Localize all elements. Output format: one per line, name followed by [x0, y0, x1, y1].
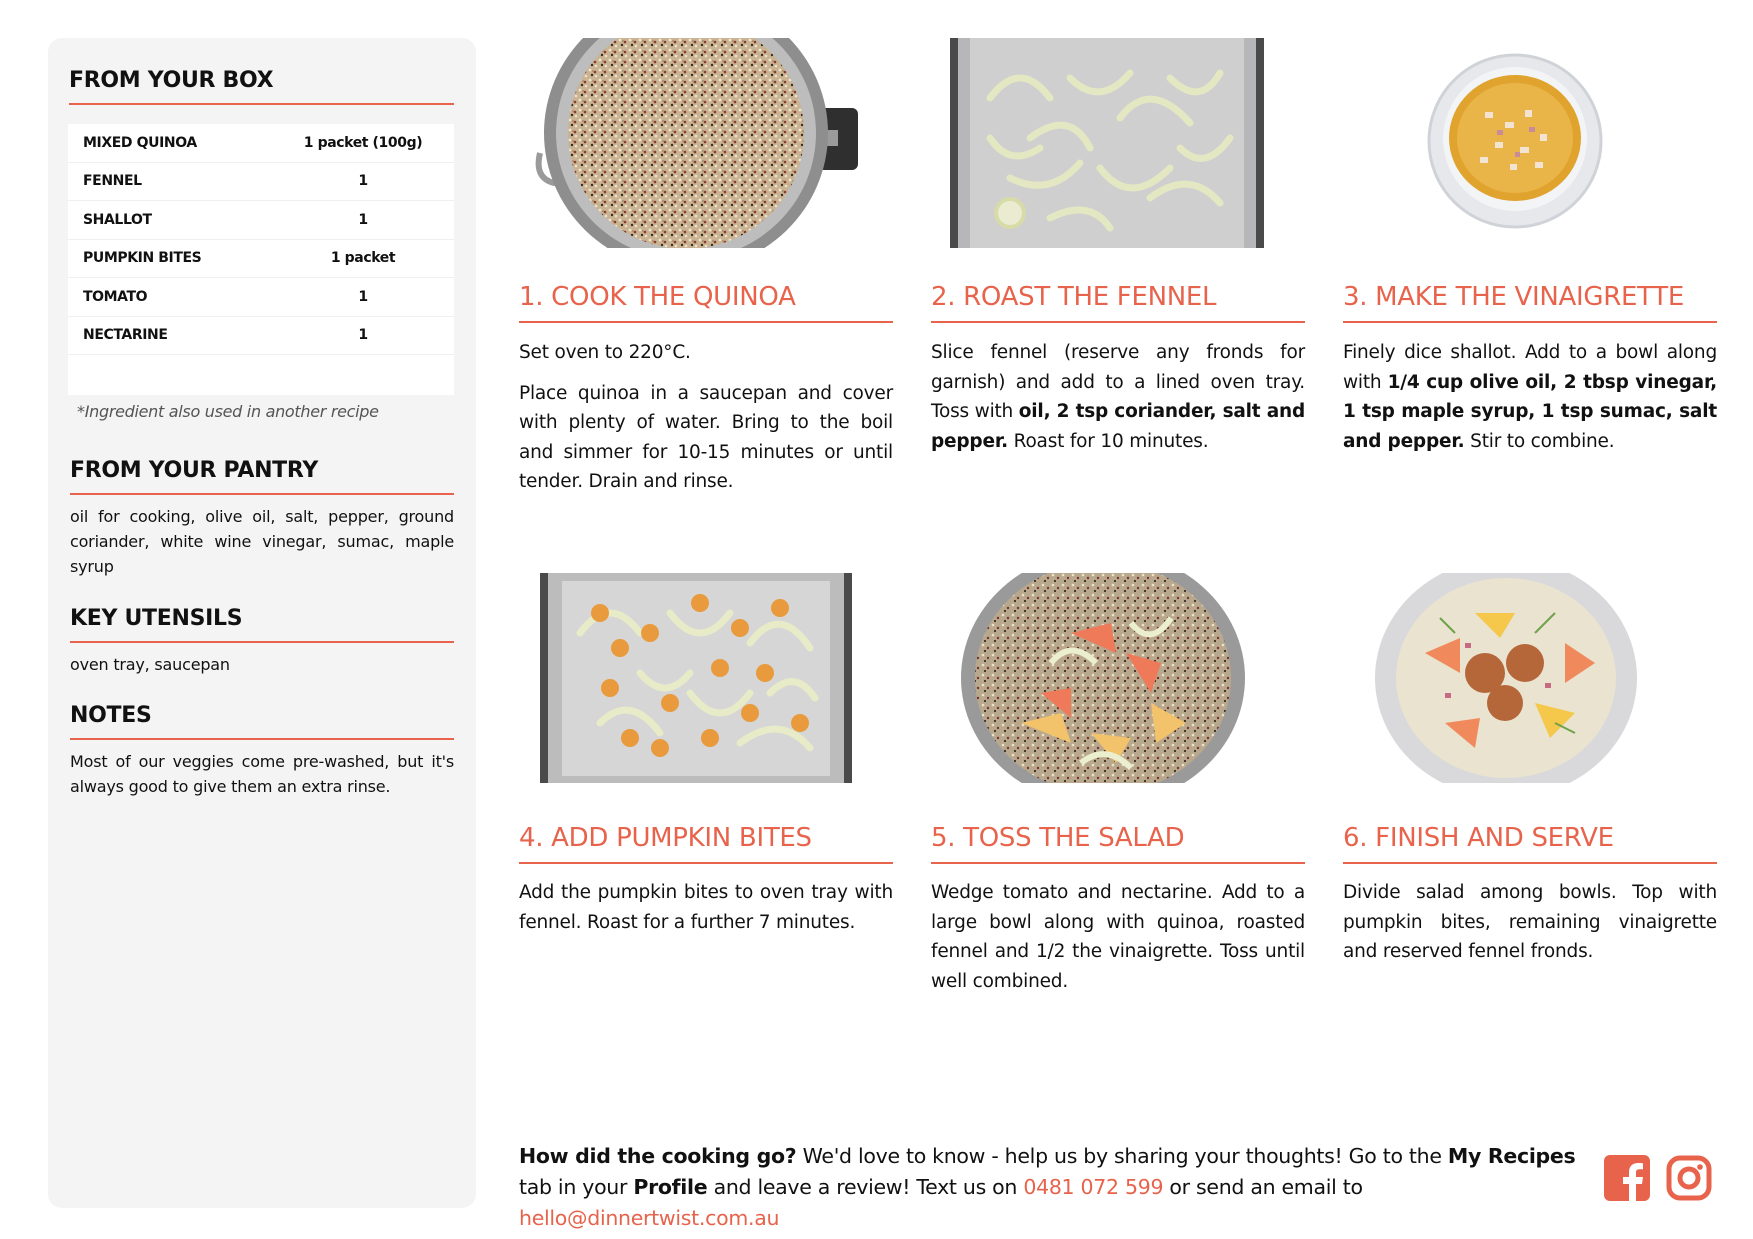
fennel-tray-image: [950, 38, 1264, 248]
ingredients-table: [68, 124, 454, 395]
step-2-text: Slice fennel (reserve any fronds for garnish) and add to a lined oven tray. Toss with: [931, 342, 1305, 422]
step-4-paragraph: Add the pumpkin bites to oven tray with fennel. Roast for a further 7 minutes.: [519, 882, 893, 933]
step-4-title: 4. ADD PUMPKIN BITES: [519, 823, 812, 853]
step-6-rule: [1343, 862, 1717, 864]
email-link[interactable]: hello@dinnertwist.com.au: [519, 1206, 780, 1230]
step-5-body: [931, 878, 1305, 1007]
pumpkin-bites-tray-image: [540, 573, 852, 783]
profile-text: Profile: [633, 1175, 708, 1199]
step-3-paragraph: [1343, 338, 1717, 456]
blank-row: [68, 355, 454, 395]
from-your-pantry-heading: FROM YOUR PANTRY: [70, 458, 318, 483]
vinaigrette-bowl-image: [1425, 52, 1605, 230]
heading-rule: [69, 103, 454, 105]
feedback-footer: [519, 1141, 1579, 1234]
step-2-rule: [931, 321, 1305, 323]
step-5-paragraph: Wedge tomato and nectarine. Add to a large bowl along with quinoa, roasted fennel and 1/2 the vinaigrette. Toss until well combined.: [931, 882, 1305, 992]
ingredient-row: [68, 240, 454, 279]
step-4-rule: [519, 862, 893, 864]
ingredients-sidebar: [48, 38, 476, 1208]
ingredient-name: NECTARINE: [83, 327, 168, 344]
step-4-body: [519, 878, 893, 948]
step-1-paragraph: Set oven to 220°C.: [519, 342, 691, 363]
step-3-text: Stir to combine.: [1464, 430, 1615, 452]
step-3-title: 3. MAKE THE VINAIGRETTE: [1343, 282, 1684, 312]
utensils-text: oven tray, saucepan: [70, 655, 230, 674]
step-3-body: [1343, 338, 1717, 467]
from-your-box-heading: FROM YOUR BOX: [69, 68, 274, 93]
notes-heading: NOTES: [70, 703, 152, 728]
step-2-text: Roast for 10 minutes.: [1007, 430, 1209, 452]
footer-text: We'd love to know - help us by sharing your thoughts! Go to the: [796, 1144, 1448, 1168]
step-1-paragraph: Place quinoa in a saucepan and cover with plenty of water. Bring to the boil and simmer for 10-15 minutes or until tender. Drain and rinse.: [519, 382, 893, 492]
ingredient-row: [68, 163, 454, 202]
ingredient-quantity: 1: [358, 173, 368, 190]
ingredient-row: [68, 201, 454, 240]
ingredient-row: [68, 124, 454, 163]
step-1-title: 1. COOK THE QUINOA: [519, 282, 796, 312]
footer-text: or send an email to: [1163, 1175, 1363, 1199]
footnote: *Ingredient also used in another recipe: [77, 402, 379, 421]
footer-bold-text: How did the cooking go?: [519, 1144, 797, 1168]
ingredient-name: PUMPKIN BITES: [83, 250, 202, 267]
step-6-paragraph: Divide salad among bowls. Top with pumpkin bites, remaining vinaigrette and reserved fennel fronds.: [1343, 882, 1717, 962]
step-3-rule: [1343, 321, 1717, 323]
ingredient-name: SHALLOT: [83, 211, 152, 228]
phone-link[interactable]: 0481 072 599: [1023, 1175, 1164, 1199]
step-1-body: [519, 338, 893, 508]
step-1-rule: [519, 321, 893, 323]
step-2-paragraph: [931, 338, 1305, 456]
ingredient-name: MIXED QUINOA: [83, 134, 197, 151]
step-2-bold-text: oil, 2 tsp coriander, salt and pepper.: [931, 401, 1305, 452]
instagram-icon[interactable]: [1666, 1155, 1712, 1201]
step-2-title: 2. ROAST THE FENNEL: [931, 282, 1217, 312]
key-utensils-heading: KEY UTENSILS: [70, 606, 243, 631]
step-2-body: [931, 338, 1305, 467]
finished-salad-plate-image: [1375, 573, 1637, 783]
quinoa-colander-image: [528, 38, 883, 248]
ingredient-quantity: 1 packet: [330, 250, 396, 267]
ingredient-row: [68, 278, 454, 317]
footer-text: and leave a review! Text us on: [707, 1175, 1024, 1199]
toss-salad-bowl-image: [961, 573, 1245, 783]
step-6-title: 6. FINISH AND SERVE: [1343, 823, 1614, 853]
ingredient-quantity: 1: [358, 288, 368, 305]
ingredient-quantity: 1: [358, 211, 368, 228]
step-3-bold-text: 1/4 cup olive oil, 2 tbsp vinegar, 1 tsp maple syrup, 1 tsp sumac, salt and pepper.: [1343, 371, 1717, 452]
pantry-text: oil for cooking, olive oil, salt, pepper, ground coriander, white wine vinegar, sumac, maple syrup: [70, 507, 454, 576]
footer-text: tab in your: [519, 1175, 634, 1199]
ingredient-name: FENNEL: [83, 173, 142, 190]
heading-rule: [70, 738, 454, 740]
ingredient-quantity: 1: [358, 327, 368, 344]
ingredient-name: TOMATO: [83, 288, 148, 305]
step-3-text: Finely dice shallot. Add to a bowl along with: [1343, 342, 1717, 393]
step-5-rule: [931, 862, 1305, 864]
heading-rule: [70, 493, 454, 495]
ingredient-row: [68, 317, 454, 356]
facebook-icon[interactable]: [1604, 1155, 1650, 1201]
step-6-body: [1343, 878, 1717, 978]
notes-text: Most of our veggies come pre-washed, but it's always good to give them an extra rinse.: [70, 752, 454, 796]
heading-rule: [70, 641, 454, 643]
my-recipes-text: My Recipes: [1447, 1144, 1576, 1168]
step-5-title: 5. TOSS THE SALAD: [931, 823, 1185, 853]
ingredient-quantity: 1 packet (100g): [303, 134, 423, 151]
